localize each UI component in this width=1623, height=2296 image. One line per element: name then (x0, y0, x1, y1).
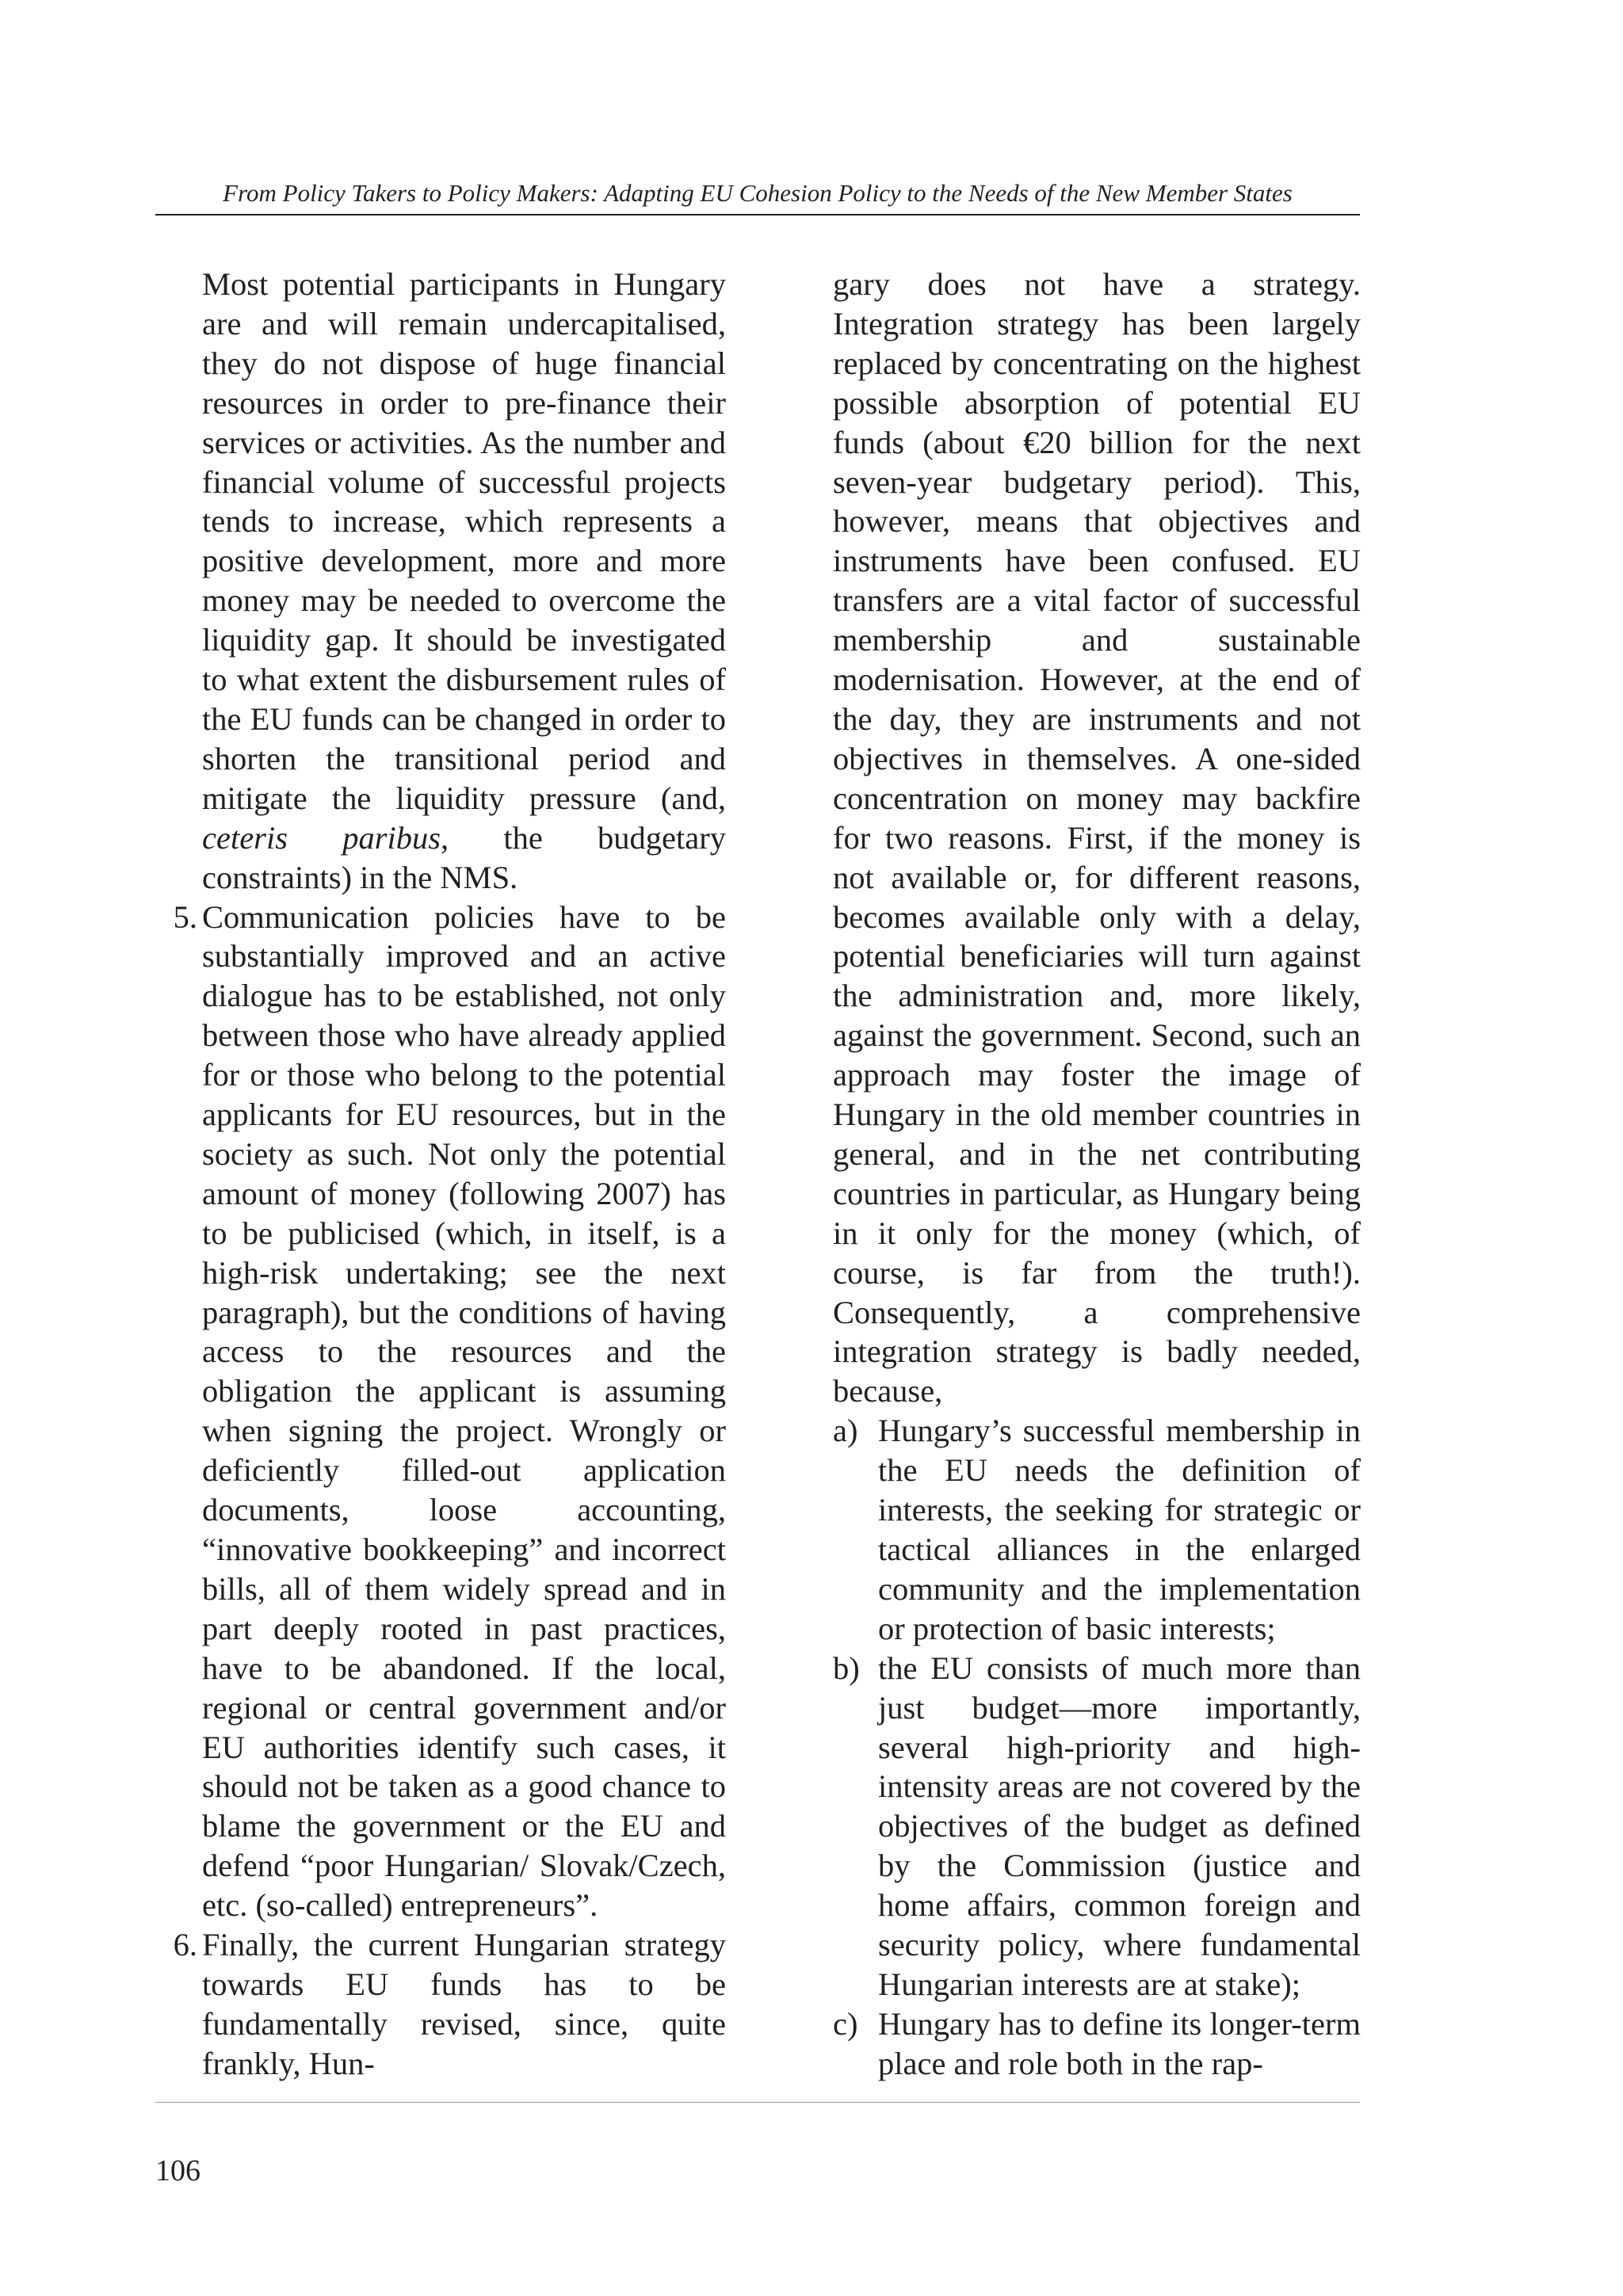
list-marker: c) (833, 2005, 858, 2042)
page-number: 106 (155, 2154, 200, 2187)
right-column (833, 265, 1361, 2084)
running-header: From Policy Takers to Policy Makers: Adapting EU Cohesion Policy to the Needs of the New Member States (155, 174, 1360, 215)
lettered-item-c (833, 2004, 1361, 2084)
list-item-text: Hungary has to define its longer-term place and role both in the rap- (878, 2005, 1361, 2081)
list-marker: 5. (173, 898, 197, 935)
numbered-item-6 (155, 1925, 726, 2084)
list-marker: b) (833, 1650, 860, 1686)
list-marker: 6. (173, 1927, 197, 1963)
continuation-paragraph: gary does not have a strategy. Integration strategy has been largely replaced by concentrating on the highest possible absorption of potential EU funds (about €20 billion for the next seven-year budgetary period). This, however, means that objectives and instruments have been confused. EU transfers are a vital factor of successful membership and sustainable modernisation. However, at the end of the day, they are instruments and not objectives in themselves. A one-sided concentration on money may backfire for two reasons. First, if the money is not available or, for different reasons, becomes available only with a delay, potential beneficiaries will turn against the administration and, more likely, against the government. Second, such an approach may foster the image of Hungary in the old member countries in general, and in the net contributing countries in particular, as Hungary being in it only for the money (which, of course, is far from the truth!). Consequently, a comprehensive integration strategy is badly needed, because, (833, 266, 1361, 1409)
list-item-text: Communication policies have to be substantially improved and an active dialogue has to be established, not only between those who have already applied for or those who belong to the potential applicants for EU resources, but in the society as such. Not only the potential amount of money (following 2007) has to be publicised (which, in itself, is a high-risk undertaking; see the next paragraph), but the conditions of having access to the resources and the obligation the applicant is assuming when signing the project. Wrongly or deficiently filled-out application documents, loose accounting, “innovative bookkeeping” and incorrect bills, all of them widely spread and in part deeply rooted in past practices, have to be abandoned. If the local, regional or central government and/or EU authorities identify such cases, it should not be taken as a good chance to blame the government or the EU and defend “poor Hungarian/ Slovak/Czech, etc. (so-called) entrepreneurs”. (202, 898, 726, 1924)
lettered-item-a (833, 1411, 1361, 1648)
numbered-item-5 (155, 898, 726, 1926)
lettered-item-b (833, 1649, 1361, 2004)
continuation-paragraph: Most potential participants in Hungary are and will remain undercapitalised, they do not dispose of huge financial resources in order to pre-finance their services or activities. As the number and financial volume of successful projects tends to increase, which represents a positive development, more and more money may be needed to overcome the liquidity gap. It should be investigated to what extent the disbursement rules of the EU funds can be changed in order to shorten the transitional period and mitigate the liquidity pressure (and, ceteris paribus, the budgetary constraints) in the NMS. (202, 266, 726, 895)
list-item-text: the EU consists of much more than just budget—more importantly, several high-priority and high-intensity areas are not covered by the objectives of the budget as defined by the Commission (justice and home affairs, common foreign and security policy, where fundamental Hungarian interests are at stake); (878, 1650, 1361, 2002)
list-item-text: Finally, the current Hungarian strategy towards EU funds has to be fundamentally revised, since, quite frankly, Hun- (202, 1927, 726, 2081)
list-marker: a) (833, 1413, 858, 1449)
list-item-text: Hungary’s successful membership in the EU needs the definition of interests, the seeking for strategic or tactical alliances in the enlarged community and the implementation or protection of basic interests; (878, 1413, 1361, 1646)
footer-rule (155, 2102, 1360, 2103)
left-column (155, 265, 726, 2084)
